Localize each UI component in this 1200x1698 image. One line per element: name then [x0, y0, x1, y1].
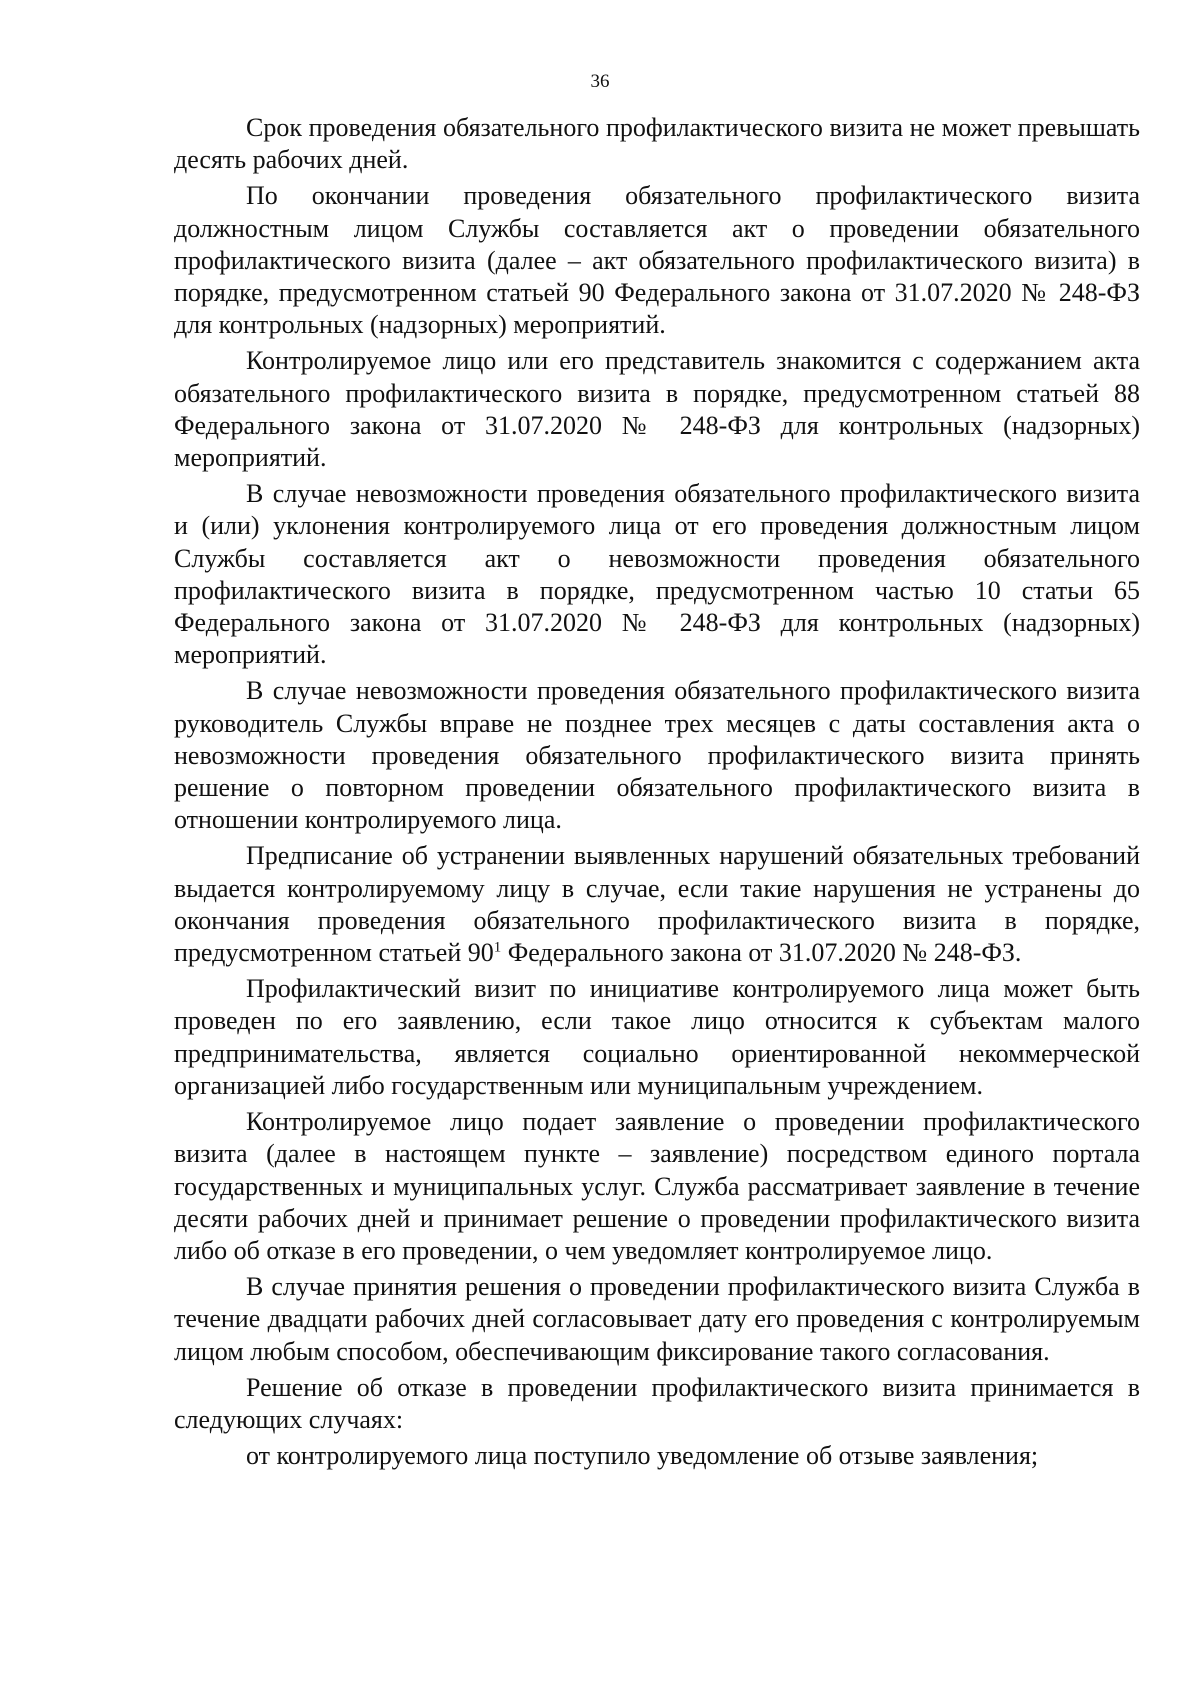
paragraph-with-footnote — [174, 840, 1140, 969]
paragraph: Контролируемое лицо подает заявление о проведении профилактического визита (далее в настоящем пункте – заявление) посредством единого портала государственных и муниципальных услуг. Служба рассматривает заявление в течение десяти рабочих дней и принимает решение о проведении профилактического визита либо об отказе в его проведении, о чем уведомляет контролируемое лицо. — [174, 1107, 1140, 1265]
paragraph-text-after: Федерального закона от 31.07.2020 № 248-ФЗ. — [501, 938, 1022, 968]
paragraph: В случае невозможности проведения обязательного профилактического визита руководитель Службы вправе не позднее трех месяцев с даты составления акта о невозможности проведения обязательного профилактического визита принять решение о повторном проведении обязательного профилактического визита в отношении контролируемого лица. — [174, 676, 1140, 835]
paragraph: Контролируемое лицо или его представитель знакомится с содержанием акта обязательного профилактического визита в порядке, предусмотренном статьей 88 Федерального закона от 31.07.2020 № 248-ФЗ для контрольных (надзорных) мероприятий. — [174, 346, 1140, 473]
paragraph: Профилактический визит по инициативе контролируемого лица может быть проведен по его заявлению, если такое лицо относится к субъектам малого предпринимательства, является социально ориентированной некоммерческой организацией либо государственным или муниципальным учреждением. — [174, 974, 1140, 1100]
page-number: 36 — [590, 71, 610, 92]
paragraph: от контролируемого лица поступило уведомление об отзыве заявления; — [246, 1441, 1039, 1471]
paragraph: По окончании проведения обязательного профилактического визита должностным лицом Службы составляется акт о проведении обязательного профилактического визита (далее – акт обязательного профилактического визита) в порядке, предусмотренном статьей 90 Федерального закона от 31.07.2020 № 248-ФЗ для контрольных (надзорных) мероприятий. — [174, 181, 1140, 340]
paragraph: Срок проведения обязательного профилактического визита не может превышать десять рабочих дней. — [174, 113, 1140, 175]
paragraph-text-before: Предписание об устранении выявленных нарушений обязательных требований выдается контролируемому лицу в случае, если такие нарушения не устранены до окончания проведения обязательного профилактического визита в порядке, предусмотренном статьей 90 — [174, 841, 1140, 968]
document-body — [174, 112, 1140, 1476]
superscript-marker: 1 — [493, 939, 502, 956]
paragraph: Решение об отказе в проведении профилактического визита принимается в следующих случаях: — [174, 1372, 1140, 1434]
paragraph: В случае принятия решения о проведении профилактического визита Служба в течение двадцати рабочих дней согласовывает дату его проведения с контролируемым лицом любым способом, обеспечивающим фиксирование такого согласования. — [174, 1272, 1140, 1366]
paragraph: В случае невозможности проведения обязательного профилактического визита и (или) уклонения контролируемого лица от его проведения должностным лицом Службы составляется акт о невозможности проведения обязательного профилактического визита в порядке, предусмотренном частью 10 статьи 65 Федерального закона от 31.07.2020 № 248-ФЗ для контрольных (надзорных) мероприятий. — [174, 479, 1140, 670]
